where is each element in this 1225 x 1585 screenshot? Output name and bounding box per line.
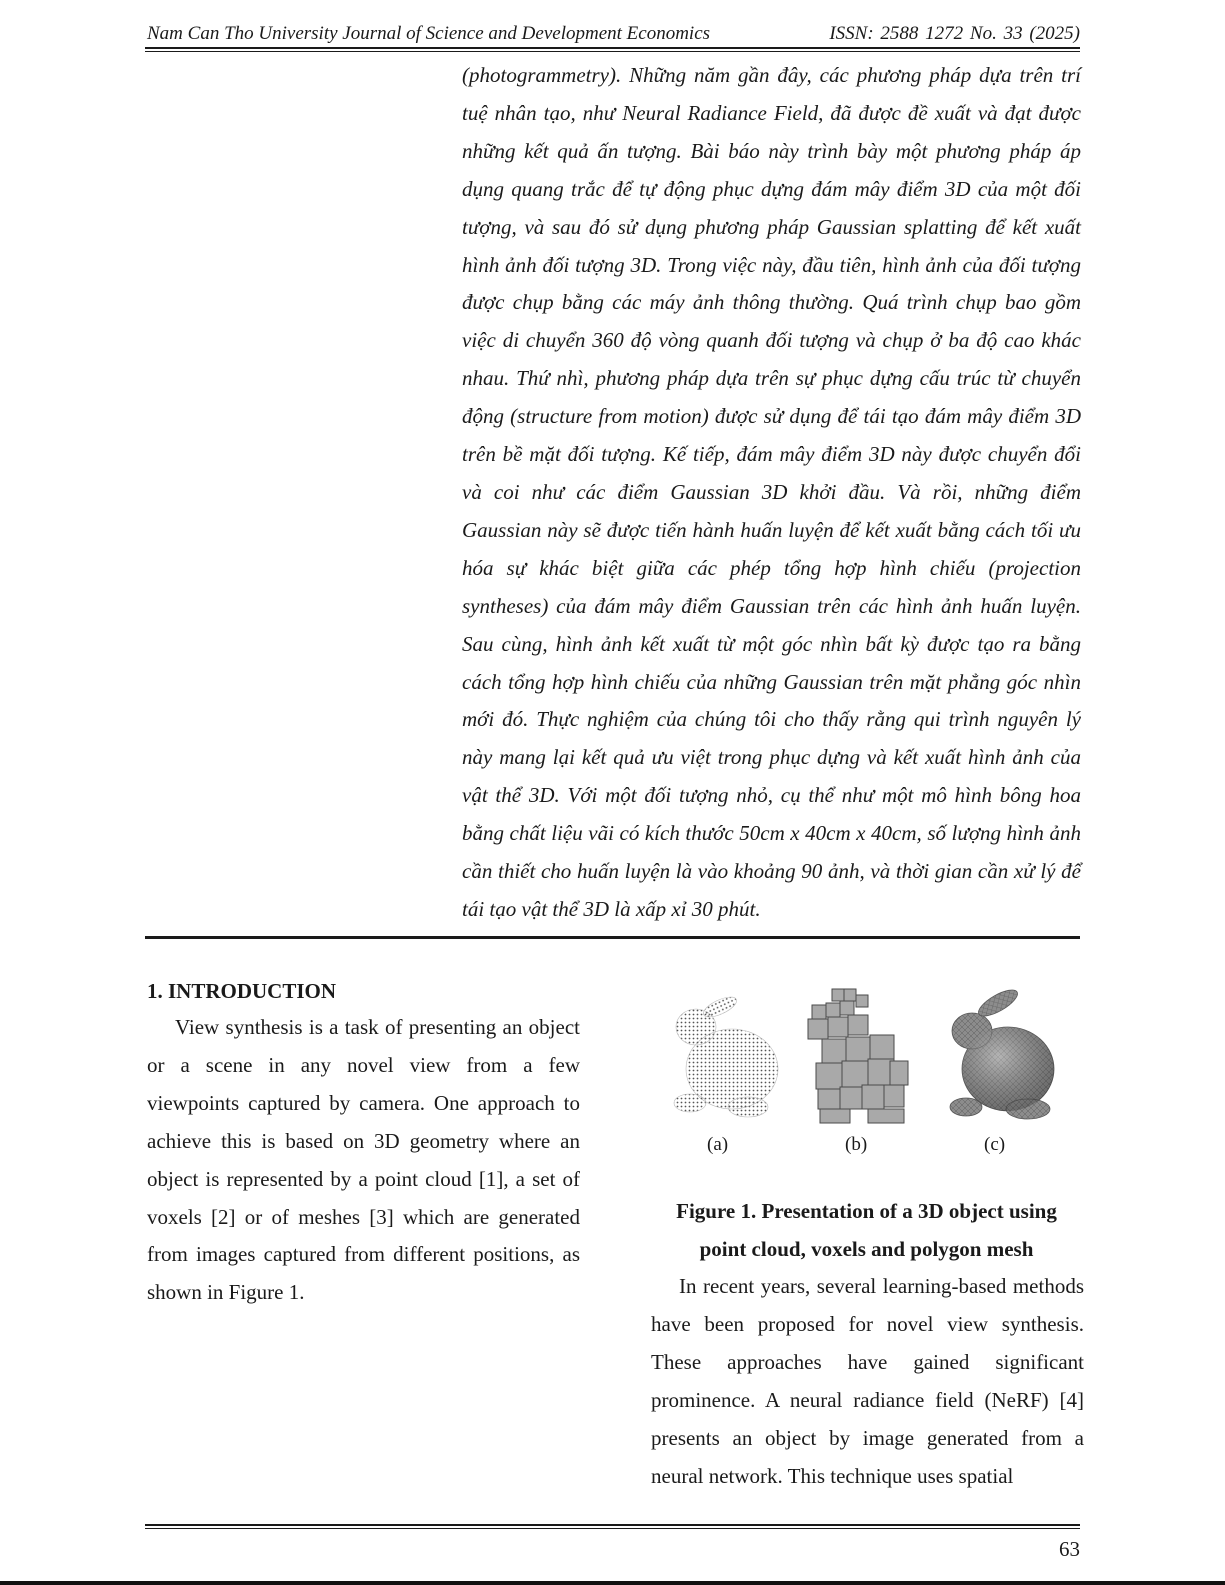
- header-rule: [145, 47, 1080, 49]
- figure-subfigure-labels: [652, 1130, 1082, 1162]
- left-column: [147, 976, 580, 1312]
- page-number: 63: [1059, 1537, 1080, 1561]
- subfigure-label-b: (b): [845, 1134, 868, 1155]
- footer-rule-thin: [145, 1528, 1080, 1529]
- journal-name: Nam Can Tho University Journal of Science and Development Economics: [147, 23, 711, 44]
- mesh-bunny-image: [938, 985, 1068, 1125]
- figure-1: [652, 985, 1082, 1162]
- subfigure-label-c: (c): [984, 1134, 1006, 1155]
- point-cloud-bunny-image: [660, 985, 790, 1125]
- header-rule-thin: [145, 51, 1080, 52]
- figure-caption-line-1: Figure 1. Presentation of a 3D object using: [676, 1199, 1057, 1223]
- running-header: [147, 22, 1080, 46]
- page-bottom-edge: [0, 1581, 1225, 1585]
- voxel-bunny-image: [802, 985, 917, 1130]
- issn-issue: ISSN: 2588 1272 No. 33 (2025): [829, 23, 1080, 44]
- section-title: 1. INTRODUCTION: [147, 979, 337, 1003]
- abstract-end-rule: [145, 936, 1080, 939]
- figure-caption-line-2: point cloud, voxels and polygon mesh: [699, 1236, 1034, 1261]
- intro-paragraph-2: In recent years, several learning-based methods have been proposed for novel view synthesis. These approaches have gained significant prominence. A neural radiance field (NeRF) [4] presents an object by image generated from a neural network. This technique uses spatial: [651, 1274, 1084, 1488]
- figure-caption: [648, 1193, 1085, 1269]
- footer-rule: [145, 1524, 1080, 1526]
- abstract-vietnamese: (photogrammetry). Những năm gần đây, các phương pháp dựa trên trí tuệ nhân tạo, như Neural Radiance Field, đã được đề xuất và đạt được những kết quả ấn tượng. Bài báo này trình bày một phương pháp áp dụng quang trắc để tự động phục dựng đám mây điểm 3D của một đối tượng, và sau đó sử dụng phương pháp Gaussian splatting để kết xuất hình ảnh đối tượng 3D. Trong việc này, đầu tiên, hình ảnh của đối tượng được chụp bằng các máy ảnh thông thường. Quá trình chụp bao gồm việc di chuyển 360 độ vòng quanh đối tượng và chụp ở ba độ cao khác nhau. Thứ nhì, phương pháp dựa trên sự phục dựng cấu trúc từ chuyển động (structure from motion) được sử dụng để tái tạo đám mây điểm 3D trên bề mặt đối tượng. Kế tiếp, đám mây điểm 3D này được chuyển đổi và coi như các điểm Gaussian 3D khởi đầu. Và rồi, những điểm Gaussian này sẽ được tiến hành huấn luyện để kết xuất bằng cách tối ưu hóa sự khác biệt giữa các phép tổng hợp hình chiếu (projection syntheses) của đám mây điểm Gaussian trên các hình ảnh huấn luyện. Sau cùng, hình ảnh kết xuất từ một góc nhìn bất kỳ được tạo ra bằng cách tổng hợp hình chiếu của những Gaussian trên mặt phẳng góc nhìn mới đó. Thực nghiệm của chúng tôi cho thấy rằng qui trình nguyên lý này mang lại kết quả ưu việt trong phục dựng và kết xuất hình ảnh của vật thể 3D. Với một đối tượng nhỏ, cụ thể như một mô hình bông hoa bằng chất liệu vãi có kích thước 50cm x 40cm x 40cm, số lượng hình ảnh cần thiết cho huấn luyện là vào khoảng 90 ảnh, và thời gian cần xử lý để tái tạo vật thể 3D là xấp xỉ 30 phút.: [462, 63, 1081, 921]
- intro-paragraph-1: View synthesis is a task of presenting an object or a scene in any novel view from a few viewpoints captured by camera. One approach to achieve this is based on 3D geometry where an object is represented by a point cloud [1], a set of voxels [2] or of meshes [3] which are generated from images captured from different positions, as shown in Figure 1.: [147, 1015, 580, 1305]
- subfigure-label-a: (a): [707, 1134, 729, 1155]
- figure-images: [652, 985, 1082, 1130]
